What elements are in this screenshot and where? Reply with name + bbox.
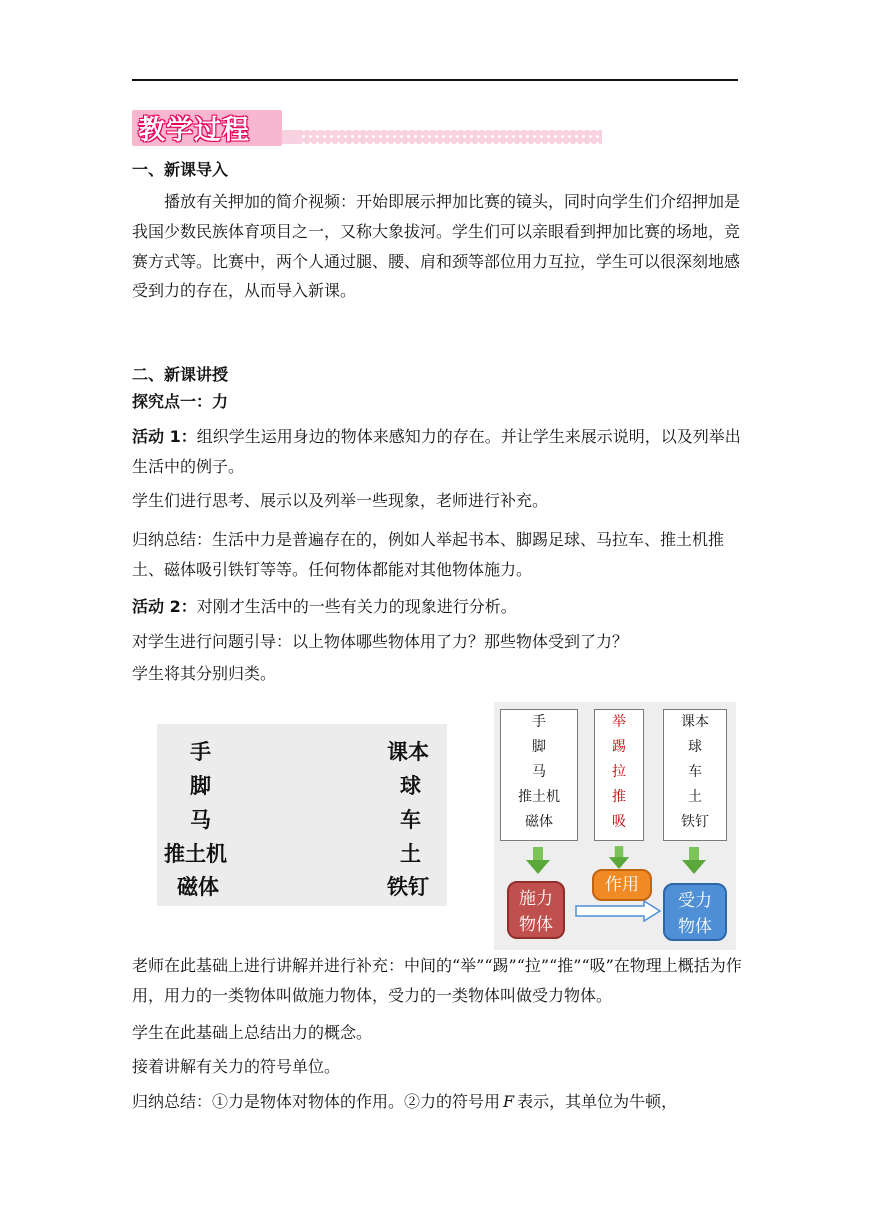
right-item: 课本 [387, 739, 429, 764]
paragraph-think: 学生们进行思考、展示以及列举一些现象，老师进行补充。 [132, 491, 549, 510]
receiver-item: 铁钉 [681, 814, 709, 830]
giver-label-text: 施力物体 [519, 889, 553, 935]
down-arrow-icon [609, 846, 629, 870]
receiver-label [663, 883, 727, 941]
action-item: 拉 [612, 764, 626, 780]
left-item: 手 [190, 739, 211, 764]
paragraph-classify: 学生将其分别归类。 [132, 664, 277, 683]
giver-item: 脚 [532, 739, 546, 755]
action-item: 踢 [612, 739, 626, 755]
force-symbol: F [503, 1092, 515, 1111]
paragraph-summary-1: 归纳总结：生活中力是普遍存在的，例如人举起书本、脚踢足球、马拉车、推土机推土、磁体吸引铁钉等等。任何物体都能对其他物体施力。 [132, 530, 725, 579]
header-rule [132, 79, 738, 81]
giver-label [507, 881, 565, 939]
activity-2 [132, 592, 742, 622]
left-item: 磁体 [177, 874, 219, 899]
banner-dots [300, 130, 600, 144]
receiver-item: 球 [688, 739, 702, 755]
receiver-item: 车 [688, 764, 702, 780]
paragraph-summary-2 [132, 1087, 742, 1117]
receiver-item: 课本 [681, 714, 709, 730]
action-label: 作用 [592, 869, 652, 901]
section-title: 教学过程 [138, 115, 250, 146]
receiver-list-box [663, 709, 727, 841]
left-item: 脚 [190, 773, 211, 798]
inquiry-point: 探究点一：力 [132, 392, 229, 411]
action-item: 吸 [612, 814, 626, 830]
paragraph-unit: 接着讲解有关力的符号单位。 [132, 1057, 341, 1076]
receiver-item: 土 [688, 789, 702, 805]
right-arrow-icon [574, 900, 662, 922]
giver-item: 磁体 [525, 814, 553, 830]
receiver-label-text: 受力物体 [678, 891, 712, 937]
heading-intro: 一、新课导入 [132, 160, 229, 179]
giver-list-box [500, 709, 578, 841]
right-item: 车 [400, 807, 421, 832]
figure-right [494, 702, 736, 950]
paragraph-explain: 老师在此基础上进行讲解并进行补充：中间的“举”“踢”“拉”“推”“吸”在物理上概括为作用，用力的一类物体叫做施力物体，受力的一类物体叫做受力物体。 [132, 956, 742, 1005]
paragraph-concept: 学生在此基础上总结出力的概念。 [132, 1023, 373, 1042]
paragraph-intro: 播放有关押加的简介视频：开始即展示押加比赛的镜头，同时向学生们介绍押加是我国少数民族体育项目之一，又称大象拔河。学生们可以亲眼看到押加比赛的场地，竞赛方式等。比赛中，两个人通过腿、腰、肩和颈等部位用力互拉，学生可以很深刻地感受到力的存在，从而导入新课。 [132, 192, 741, 301]
right-item: 铁钉 [387, 874, 429, 899]
left-item: 马 [190, 807, 211, 832]
giver-item: 手 [532, 714, 546, 730]
down-arrow-icon [682, 847, 706, 875]
summary-2-text-a: 归纳总结：①力是物体对物体的作用。②力的符号用 [132, 1092, 501, 1111]
activity-2-text: 对刚才生活中的一些有关力的现象进行分析。 [196, 597, 517, 616]
activity-1 [132, 422, 742, 481]
left-item: 推土机 [164, 841, 227, 866]
action-list-box [594, 709, 644, 841]
heading-lecture: 二、新课讲授 [132, 365, 229, 384]
activity-1-text: 组织学生运用身边的物体来感知力的存在。并让学生来展示说明，以及列举出生活中的例子。 [132, 427, 741, 476]
giver-item: 马 [532, 764, 546, 780]
action-item: 推 [612, 789, 626, 805]
activity-1-label: 活动 1： [132, 427, 197, 446]
summary-2-text-b: 表示，其单位为牛顿， [517, 1092, 678, 1111]
right-item: 球 [400, 773, 421, 798]
giver-item: 推土机 [518, 789, 560, 805]
down-arrow-icon [526, 847, 550, 875]
activity-2-label: 活动 2： [132, 597, 197, 616]
paragraph-question: 对学生进行问题引导：以上物体哪些物体用了力？那些物体受到了力？ [132, 632, 629, 651]
figure-left [157, 724, 447, 906]
right-item: 土 [400, 841, 421, 866]
action-item: 举 [612, 714, 626, 730]
section-banner [132, 108, 602, 148]
